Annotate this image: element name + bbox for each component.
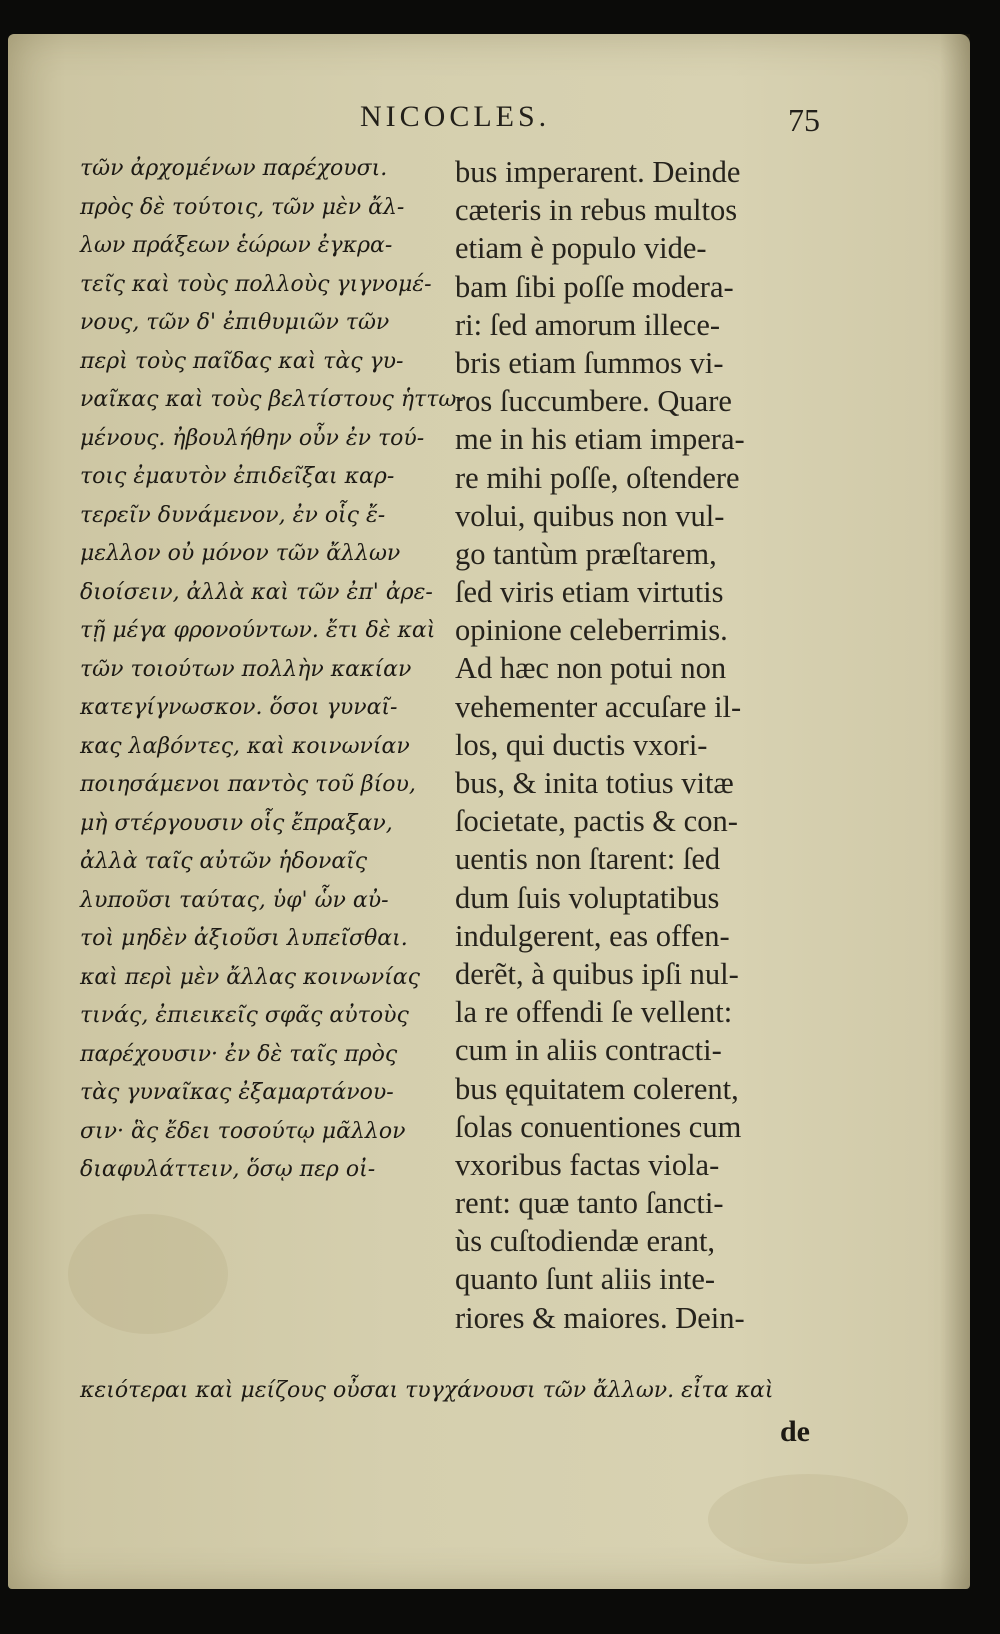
- latin-text-line: la re offendi ſe vellent:: [455, 995, 733, 1030]
- latin-text-line: bus, & inita totius vitæ: [455, 766, 734, 800]
- greek-text-line: ναῖκας καὶ τοὺς βελτίστους ἡττω-: [80, 387, 464, 412]
- greek-text-line: νους, τῶν δ' ἐπιθυμιῶν τῶν: [80, 310, 390, 335]
- greek-text-line: τῇ μέγα φρονούντων. ἔτι δὲ καὶ: [80, 618, 436, 643]
- latin-text-line: ſed viris etiam virtutis: [455, 575, 724, 610]
- latin-text-line: go tantùm præſtarem,: [455, 536, 717, 571]
- greek-text-line: διαφυλάττειν, ὅσῳ περ οἰ-: [80, 1157, 376, 1182]
- greek-tail-line: κειότεραι καὶ μείζους οὖσαι τυγχάνουσι τῶν ἄλλων. εἶτα καὶ: [80, 1378, 774, 1403]
- latin-text-line: bus ęquitatem colerent,: [455, 1071, 739, 1106]
- greek-text-line: ἀλλὰ ταῖς αὐτῶν ἡδοναῖς: [80, 849, 368, 874]
- latin-text-line: me in his etiam impera-: [455, 422, 745, 457]
- latin-text-line: opinione celeberrimis.: [455, 613, 728, 648]
- latin-text-line: cum in aliis contracti-: [455, 1033, 722, 1068]
- latin-text-line: ſolas conuentiones cum: [455, 1109, 742, 1144]
- greek-text-line: παρέχουσιν· ἐν δὲ ταῖς πρὸς: [80, 1041, 398, 1067]
- greek-text-line: πρὸς δὲ τούτοις, τῶν μὲν ἄλ-: [80, 194, 405, 220]
- latin-text-line: ri: ſed amorum illece-: [455, 307, 721, 342]
- latin-text-line: derẽt, à quibus ipſi nul-: [455, 956, 739, 991]
- page-gutter-shadow: [940, 34, 970, 1589]
- greek-text-line: μὴ στέργουσιν οἷς ἔπραξαν,: [80, 810, 393, 836]
- latin-text-line: riores & maiores. Dein-: [455, 1300, 745, 1335]
- greek-text-line: τερεῖν δυνάμενον, ἐν οἷς ἔ-: [80, 502, 386, 528]
- latin-text-line: volui, quibus non vul-: [455, 498, 725, 533]
- greek-text-line: λων πράξεων ἑώρων ἐγκρα-: [80, 233, 393, 258]
- greek-text-line: τὰς γυναῖκας ἐξαμαρτάνου-: [80, 1080, 394, 1105]
- running-head-title: NICOCLES.: [360, 100, 551, 133]
- greek-text-line: τεῖς καὶ τοὺς πολλοὺς γιγνομέ-: [80, 271, 432, 297]
- paper-stain: [708, 1474, 908, 1564]
- latin-text-line: etiam è populo vide-: [455, 231, 707, 266]
- greek-text-line: ποιησάμενοι παντὸς τοῦ βίου,: [80, 772, 416, 797]
- latin-text-line: ros ſuccumbere. Quare: [455, 384, 732, 419]
- greek-text-line: σιν· ἃς ἔδει τοσούτῳ μᾶλλον: [80, 1118, 406, 1144]
- latin-text-line: ùs cuſtodiendæ erant,: [455, 1224, 716, 1259]
- greek-text-line: μελλον οὐ μόνον τῶν ἄλλων: [80, 541, 401, 566]
- page-number: 75: [788, 102, 820, 138]
- latin-text-line: ſocietate, pactis & con-: [455, 804, 738, 839]
- greek-text-line: κατεγίγνωσκον. ὅσοι γυναῖ-: [80, 695, 398, 720]
- latin-text-line: los, qui ductis vxori-: [455, 727, 708, 762]
- greek-text-line: κας λαβόντες, καὶ κοινωνίαν: [80, 733, 410, 759]
- latin-text-line: re mihi poſſe, oſtendere: [455, 460, 740, 495]
- latin-text-line: bus imperarent. Deinde: [455, 155, 741, 189]
- greek-text-line: μένους. ἠβουλήθην οὖν ἐν τού-: [80, 425, 425, 451]
- latin-text-line: rent: quæ tanto ſancti-: [455, 1186, 724, 1221]
- latin-text-line: bam ſibi poſſe modera-: [455, 269, 734, 304]
- greek-text-column: [80, 150, 464, 1350]
- greek-text-line: λυποῦσι ταύτας, ὑφ' ὧν αὐ-: [80, 887, 389, 913]
- greek-text-line: τῶν ἀρχομένων παρέχουσι.: [80, 156, 388, 181]
- greek-text-line: τοις ἐμαυτὸν ἐπιδεῖξαι καρ-: [80, 464, 395, 489]
- latin-text-line: quanto ſunt aliis inte-: [455, 1262, 716, 1297]
- latin-text-line: cæteris in rebus multos: [455, 193, 738, 228]
- latin-text-line: vehementer accuſare il-: [455, 689, 742, 724]
- latin-text-line: bris etiam ſummos vi-: [455, 345, 724, 380]
- latin-text-line: vxoribus factas viola-: [455, 1147, 720, 1182]
- latin-text-line: Ad hæc non potui non: [455, 651, 727, 686]
- catchword: de: [780, 1415, 810, 1448]
- greek-text-line: περὶ τοὺς παῖδας καὶ τὰς γυ-: [80, 348, 404, 374]
- greek-text-line: τοὶ μηδὲν ἀξιοῦσι λυπεῖσθαι.: [80, 926, 408, 951]
- latin-text-line: uentis non ſtarent: ſed: [455, 842, 721, 877]
- greek-text-line: τινάς, ἐπιεικεῖς σφᾶς αὐτοὺς: [80, 1003, 409, 1028]
- latin-text-column: [455, 153, 835, 1353]
- greek-text-line: διοίσειν, ἀλλὰ καὶ τῶν ἐπ' ἀρε-: [80, 579, 433, 605]
- latin-text-line: dum ſuis voluptatibus: [455, 880, 720, 915]
- greek-text-line: τῶν τοιούτων πολλὴν κακίαν: [80, 656, 412, 682]
- latin-text-line: indulgerent, eas offen-: [455, 918, 730, 953]
- greek-text-line: καὶ περὶ μὲν ἄλλας κοινωνίας: [80, 964, 420, 990]
